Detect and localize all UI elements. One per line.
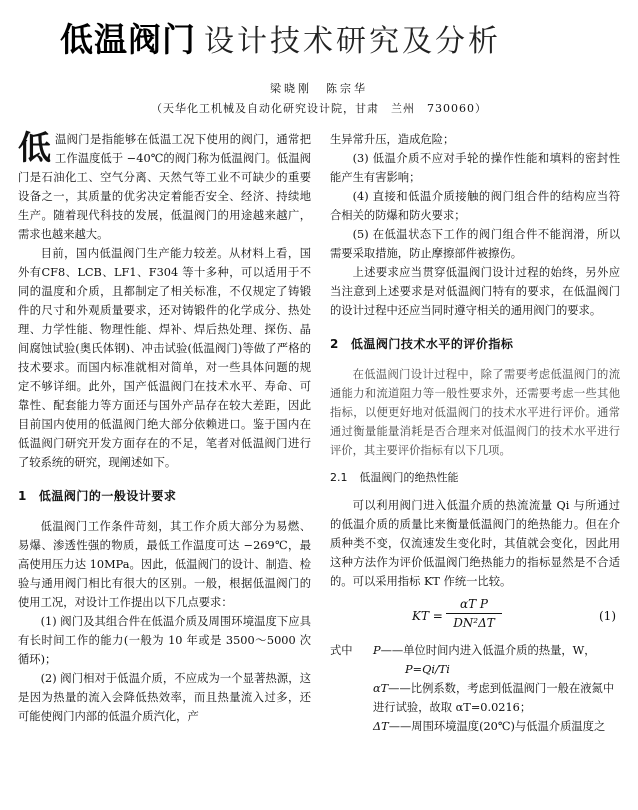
- equation-lhs: KT =: [412, 609, 443, 623]
- summary-paragraph: 上述要求应当贯穿低温阀门设计过程的始终，另外应当注意到上述要求是对低温阀门特有的要求，在低温阀门的设计过程中还应当同时遵守相关的通用阀门的要求。: [330, 266, 620, 317]
- intro-paragraph-2: 目前，国内低温阀门生产能力较差。从材料上看，国外有CF8、LCB、LF1、F304 等十多种，可以适用于不同的温度和介质，且都制定了相关标准，不仅规定了铸锻件的尺寸和外观质量要求，还对铸锻件的化学成分、热处理、力学性能、物理性能、焊补、焊后热处理、探伤、晶间腐蚀试验(奥氏体钢)、冲击试验(低温阀门)等做了严格的技术要求。而国内标准就相对简单，对一些具体问题的规定不够详细。此外，国产低温阀门在技术水平、寿命、可靠性、配套能力等方面还与国外产品存在较大差距，因此目前国内使用的低温阀门绝大部分依赖进口。鉴于国内在低温阀门研究开发方面存在的不足，笔者对低温阀门进行了较系统的研究，现阐述如下。: [18, 247, 311, 469]
- equation-number: (1): [599, 609, 616, 623]
- section-1-paragraph: 低温阀门工作条件苛刻，其工作介质大部分为易燃、易爆、渗透性强的物质，最低工作温度可达 −269℃，最高使用压力达 10MPa。因此，低温阀门的设计、制造、检验与通用阀门相比有很大的区别。一般，根据低温阀门的使用工况，对设计工作提出以下几点要求：: [18, 520, 311, 609]
- requirement-item-4: (4) 直接和低温介质接触的阀门组合件的结构应当符合相关的防爆和防火要求；: [330, 190, 620, 222]
- right-column: [330, 130, 620, 736]
- definition-p: [330, 641, 620, 660]
- drop-cap: 低: [18, 128, 51, 167]
- subsection-2-1-number: 2.1: [330, 471, 348, 484]
- symbol-p: P: [373, 644, 381, 657]
- equation-numerator: αT P: [446, 595, 502, 614]
- equation-1: [330, 593, 620, 639]
- title-light-part: 设计技术研究及分析: [204, 24, 501, 59]
- section-2-number: 2: [330, 337, 339, 351]
- equation-denominator: DN²ΔT: [453, 616, 495, 630]
- title-bold-part: 低温阀门: [60, 20, 196, 59]
- left-column: [18, 130, 311, 726]
- requirement-item-1: (1) 阀门及其组合件在低温介质及周围环境温度下应具有长时间工作的能力(一般为 10 年或是 3500～5000 次循环)；: [18, 615, 311, 666]
- requirement-item-2: (2) 阀门相对于低温介质，不应成为一个显著热源，这是因为热量的流入会降低热效率，而且热量流入过多，还可能使阀门内部的低温介质汽化，产: [18, 672, 311, 723]
- intro-paragraph-1-text: 温阀门是指能够在低温工况下使用的阀门，通常把工作温度低于 −40℃的阀门称为低温阀门。低温阀门是石油化工、空气分离、天然气等工业不可缺少的重要设备之一，其质量的优劣决定着能否安全、经济、持续地生产。随着现代科技的发展，低温阀门的用途越来越广，需求也越来越大。: [18, 133, 311, 241]
- equation-fraction: [446, 595, 502, 632]
- section-2-paragraph: 在低温阀门设计过程中，除了需要考虑低温阀门的流通能力和流道阻力等一般性要求外，还需要考虑一些其他指标，以便更好地对低温阀门的技术水平进行评价。通常通过衡量能量消耗是否合理来对低温阀门的技术水平进行评价，其主要评价指标有以下几项。: [330, 368, 620, 457]
- affiliation: （天华化工机械及自动化研究设计院，甘肃 兰州 730060）: [151, 102, 487, 115]
- requirement-item-3: (3) 低温介质不应对手轮的操作性能和填料的密封性能产生有害影响；: [330, 152, 620, 184]
- subsection-2-1-paragraph: 可以利用阀门进入低温介质的热流流量 Qi 与所通过的低温介质的质量比来衡量低温阀门的绝热能力。但在介质种类不变，仅流速发生变化时，其值就会变化，因此用这种方法作为评价低温阀门绝热能力的指标显然是不合适的。可以采用指标 KT 作统一比较。: [330, 499, 620, 588]
- section-1-number: 1: [18, 489, 27, 503]
- section-1-heading: [18, 487, 311, 506]
- symbol-delta-t: ΔT: [373, 720, 389, 733]
- p-formula: P=Qi/Ti: [405, 663, 450, 676]
- definition-lead: 式中: [330, 644, 353, 657]
- definition-alpha: [330, 679, 620, 717]
- continued-paragraph: 生异常升压，造成危险；: [330, 133, 455, 146]
- article-title: [60, 14, 580, 60]
- definition-p-formula: [330, 660, 620, 679]
- definition-delta-t: [330, 717, 620, 736]
- symbol-alpha-definition: ——比例系数，考虑到低温阀门一般在液氮中进行试验，故取 αT=0.0216；: [373, 682, 615, 714]
- subsection-2-1-heading: [330, 468, 620, 487]
- section-1-title: 低温阀门的一般设计要求: [38, 489, 177, 503]
- symbol-delta-t-definition: ——周围环境温度(20℃)与低温介质温度之: [388, 720, 606, 733]
- section-2-heading: [330, 335, 620, 354]
- symbol-definitions: [330, 641, 620, 736]
- authors: 梁晓刚 陈宗华: [270, 82, 368, 95]
- intro-paragraph-1: [18, 130, 311, 244]
- requirement-item-5: (5) 在低温状态下工作的阀门组合件不能润滑，所以需要采取措施，防止摩擦部件被擦伤。: [330, 228, 620, 260]
- symbol-alpha: αT: [373, 682, 389, 695]
- subsection-2-1-title: 低温阀门的绝热性能: [359, 471, 459, 484]
- section-2-title: 低温阀门技术水平的评价指标: [350, 337, 514, 351]
- symbol-p-definition: ——单位时间内进入低温介质的热量，W，: [380, 644, 596, 657]
